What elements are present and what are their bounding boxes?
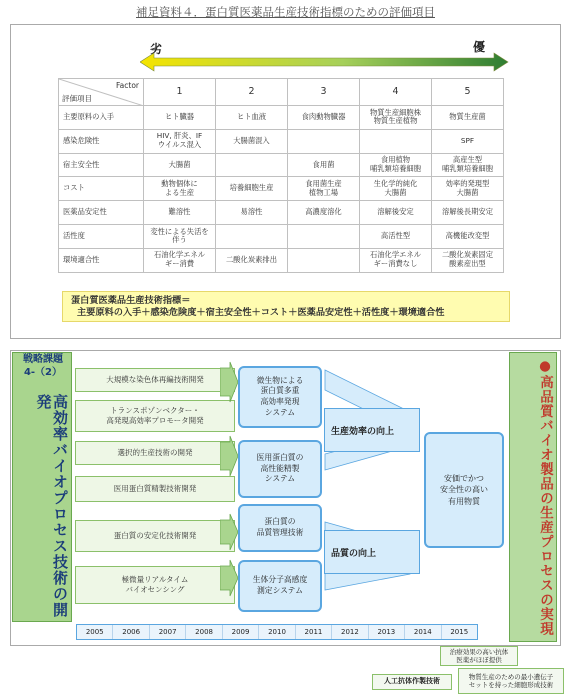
formula-title: 蛋白質医薬品生産技術指標＝ [71, 295, 191, 306]
timeline-year: 2014 [405, 625, 441, 639]
table-cell: 物質生産菌 [432, 106, 504, 130]
table-corner-cell [59, 79, 144, 106]
table-cell: 食用菌 [288, 153, 360, 177]
scale-better-label: 優 [473, 40, 486, 54]
table-cell: 溶解後長期安定 [432, 201, 504, 225]
strategy-label-number: 4-（2） [23, 366, 63, 378]
timeline-year: 2009 [223, 625, 259, 639]
table-cell: 変性による失活を 伴う [144, 224, 216, 248]
row-label: 感染危険性 [59, 129, 144, 153]
column-header: 3 [288, 79, 360, 106]
tech-box: 選択的生産技術の開発 [75, 441, 235, 465]
strategy-label-top: 戦略課題 [23, 354, 63, 365]
table-cell: 溶解後安定 [360, 201, 432, 225]
table-cell: 大腸菌 [144, 153, 216, 177]
system-box: 微生物による 蛋白質多重 高効率発現 システム [238, 366, 322, 428]
table-cell: 二酸化炭素排出 [216, 248, 288, 272]
table-row [59, 201, 504, 225]
table-cell [288, 129, 360, 153]
formula-expression: 主要原料の入手＋感染危険度＋宿主安全性＋コスト＋医薬品安定性＋活性度＋環境適合性 [77, 307, 445, 319]
table-cell: 高濃度溶化 [288, 201, 360, 225]
timeline-year: 2010 [259, 625, 295, 639]
table-cell: 易溶性 [216, 201, 288, 225]
table-cell: 効率的発現型 大腸菌 [432, 177, 504, 201]
timeline-year: 2008 [186, 625, 222, 639]
table-cell: 培養細胞生産 [216, 177, 288, 201]
corner-factor-label: Factor [116, 81, 139, 90]
timeline [76, 624, 478, 640]
system-box: 医用蛋白質の 高性能精製 システム [238, 440, 322, 498]
tech-box: 蛋白質の安定化技術開発 [75, 520, 235, 552]
page-title: 補足資料４．蛋白質医薬品生産技術指標のための評価項目 [136, 5, 435, 19]
improvement-box: 生産効率の向上 [324, 408, 420, 452]
table-cell: 難溶性 [144, 201, 216, 225]
timeline-year: 2011 [296, 625, 332, 639]
row-label: 医薬品安定性 [59, 201, 144, 225]
tech-box: トランスポゾンベクター・ 高発現高効率プロモータ開発 [75, 400, 235, 432]
timeline-year: 2012 [332, 625, 368, 639]
system-box: 生体分子高感度 測定システム [238, 560, 322, 612]
table-cell: 食用菌生産 植物工場 [288, 177, 360, 201]
tech-box: 大規模な染色体再編技術開発 [75, 368, 235, 392]
table-cell: ヒト臓器 [144, 106, 216, 130]
table-cell: 動物個体に よる生産 [144, 177, 216, 201]
table-cell: 食肉動物臓器 [288, 106, 360, 130]
table-cell: SPF [432, 129, 504, 153]
table-cell: 石油化学エネル ギー消費 [144, 248, 216, 272]
evaluation-table [58, 78, 504, 273]
final-outcome-box: 安価でかつ 安全性の高い 有用物質 [424, 432, 504, 548]
timeline-year: 2013 [369, 625, 405, 639]
table-cell [216, 224, 288, 248]
column-header: 2 [216, 79, 288, 106]
column-header: 5 [432, 79, 504, 106]
system-box: 蛋白質の 品質管理技術 [238, 504, 322, 552]
table-cell [360, 129, 432, 153]
scale-worse-label: 劣 [150, 42, 163, 56]
strategy-label [14, 354, 72, 379]
table-row [59, 177, 504, 201]
column-header: 1 [144, 79, 216, 106]
table-cell: HIV, 肝炎、IF ウイルス混入 [144, 129, 216, 153]
outcome-note: 人工抗体作製技術 [372, 674, 452, 690]
column-header: 4 [360, 79, 432, 106]
table-cell [288, 248, 360, 272]
table-row [59, 153, 504, 177]
timeline-year: 2007 [150, 625, 186, 639]
outcome-note: 物質生産のための最小遺伝子 セットを持った細胞形成技術 [458, 668, 564, 694]
row-label: 主要原料の入手 [59, 106, 144, 130]
table-cell: ヒト血液 [216, 106, 288, 130]
row-label: 環境適合性 [59, 248, 144, 272]
tech-box: 極微量リアルタイム バイオセンシング [75, 566, 235, 604]
row-label: 宿主安全性 [59, 153, 144, 177]
table-row [59, 248, 504, 272]
timeline-year: 2006 [113, 625, 149, 639]
outcome-note: 治療効果の高い抗体 医薬がほぼ提供 [440, 646, 518, 666]
table-cell [216, 153, 288, 177]
table-row [59, 106, 504, 130]
timeline-year: 2015 [450, 628, 469, 636]
tech-box: 医用蛋白質精製技術開発 [75, 476, 235, 502]
table-cell: 高活性型 [360, 224, 432, 248]
improvement-box: 品質の向上 [324, 530, 420, 574]
timeline-year: 2005 [77, 625, 113, 639]
table-cell: 大腸菌混入 [216, 129, 288, 153]
quality-scale-arrow [140, 52, 510, 72]
table-cell: 物質生産細胞株 物質生産植物 [360, 106, 432, 130]
strategy-vertical-title: 高効率バイオプロセス技術の開発 [34, 394, 69, 618]
formula-box [62, 291, 510, 322]
right-title: ●高品質バイオ製品の生産プロセスの実現 [537, 358, 553, 636]
corner-item-label: 評価項目 [62, 94, 92, 103]
table-cell: 食用植物 哺乳類培養細胞 [360, 153, 432, 177]
row-label: コスト [59, 177, 144, 201]
table-cell: 生化学的純化 大腸菌 [360, 177, 432, 201]
table-cell: 石油化学エネル ギー消費なし [360, 248, 432, 272]
table-cell: 高産生型 哺乳類培養細胞 [432, 153, 504, 177]
table-cell [288, 224, 360, 248]
table-cell: 二酸化炭素固定 酸素産出型 [432, 248, 504, 272]
row-label: 活性度 [59, 224, 144, 248]
table-cell: 高機能改変型 [432, 224, 504, 248]
table-row [59, 129, 504, 153]
table-header-row [59, 79, 504, 106]
table-row [59, 224, 504, 248]
